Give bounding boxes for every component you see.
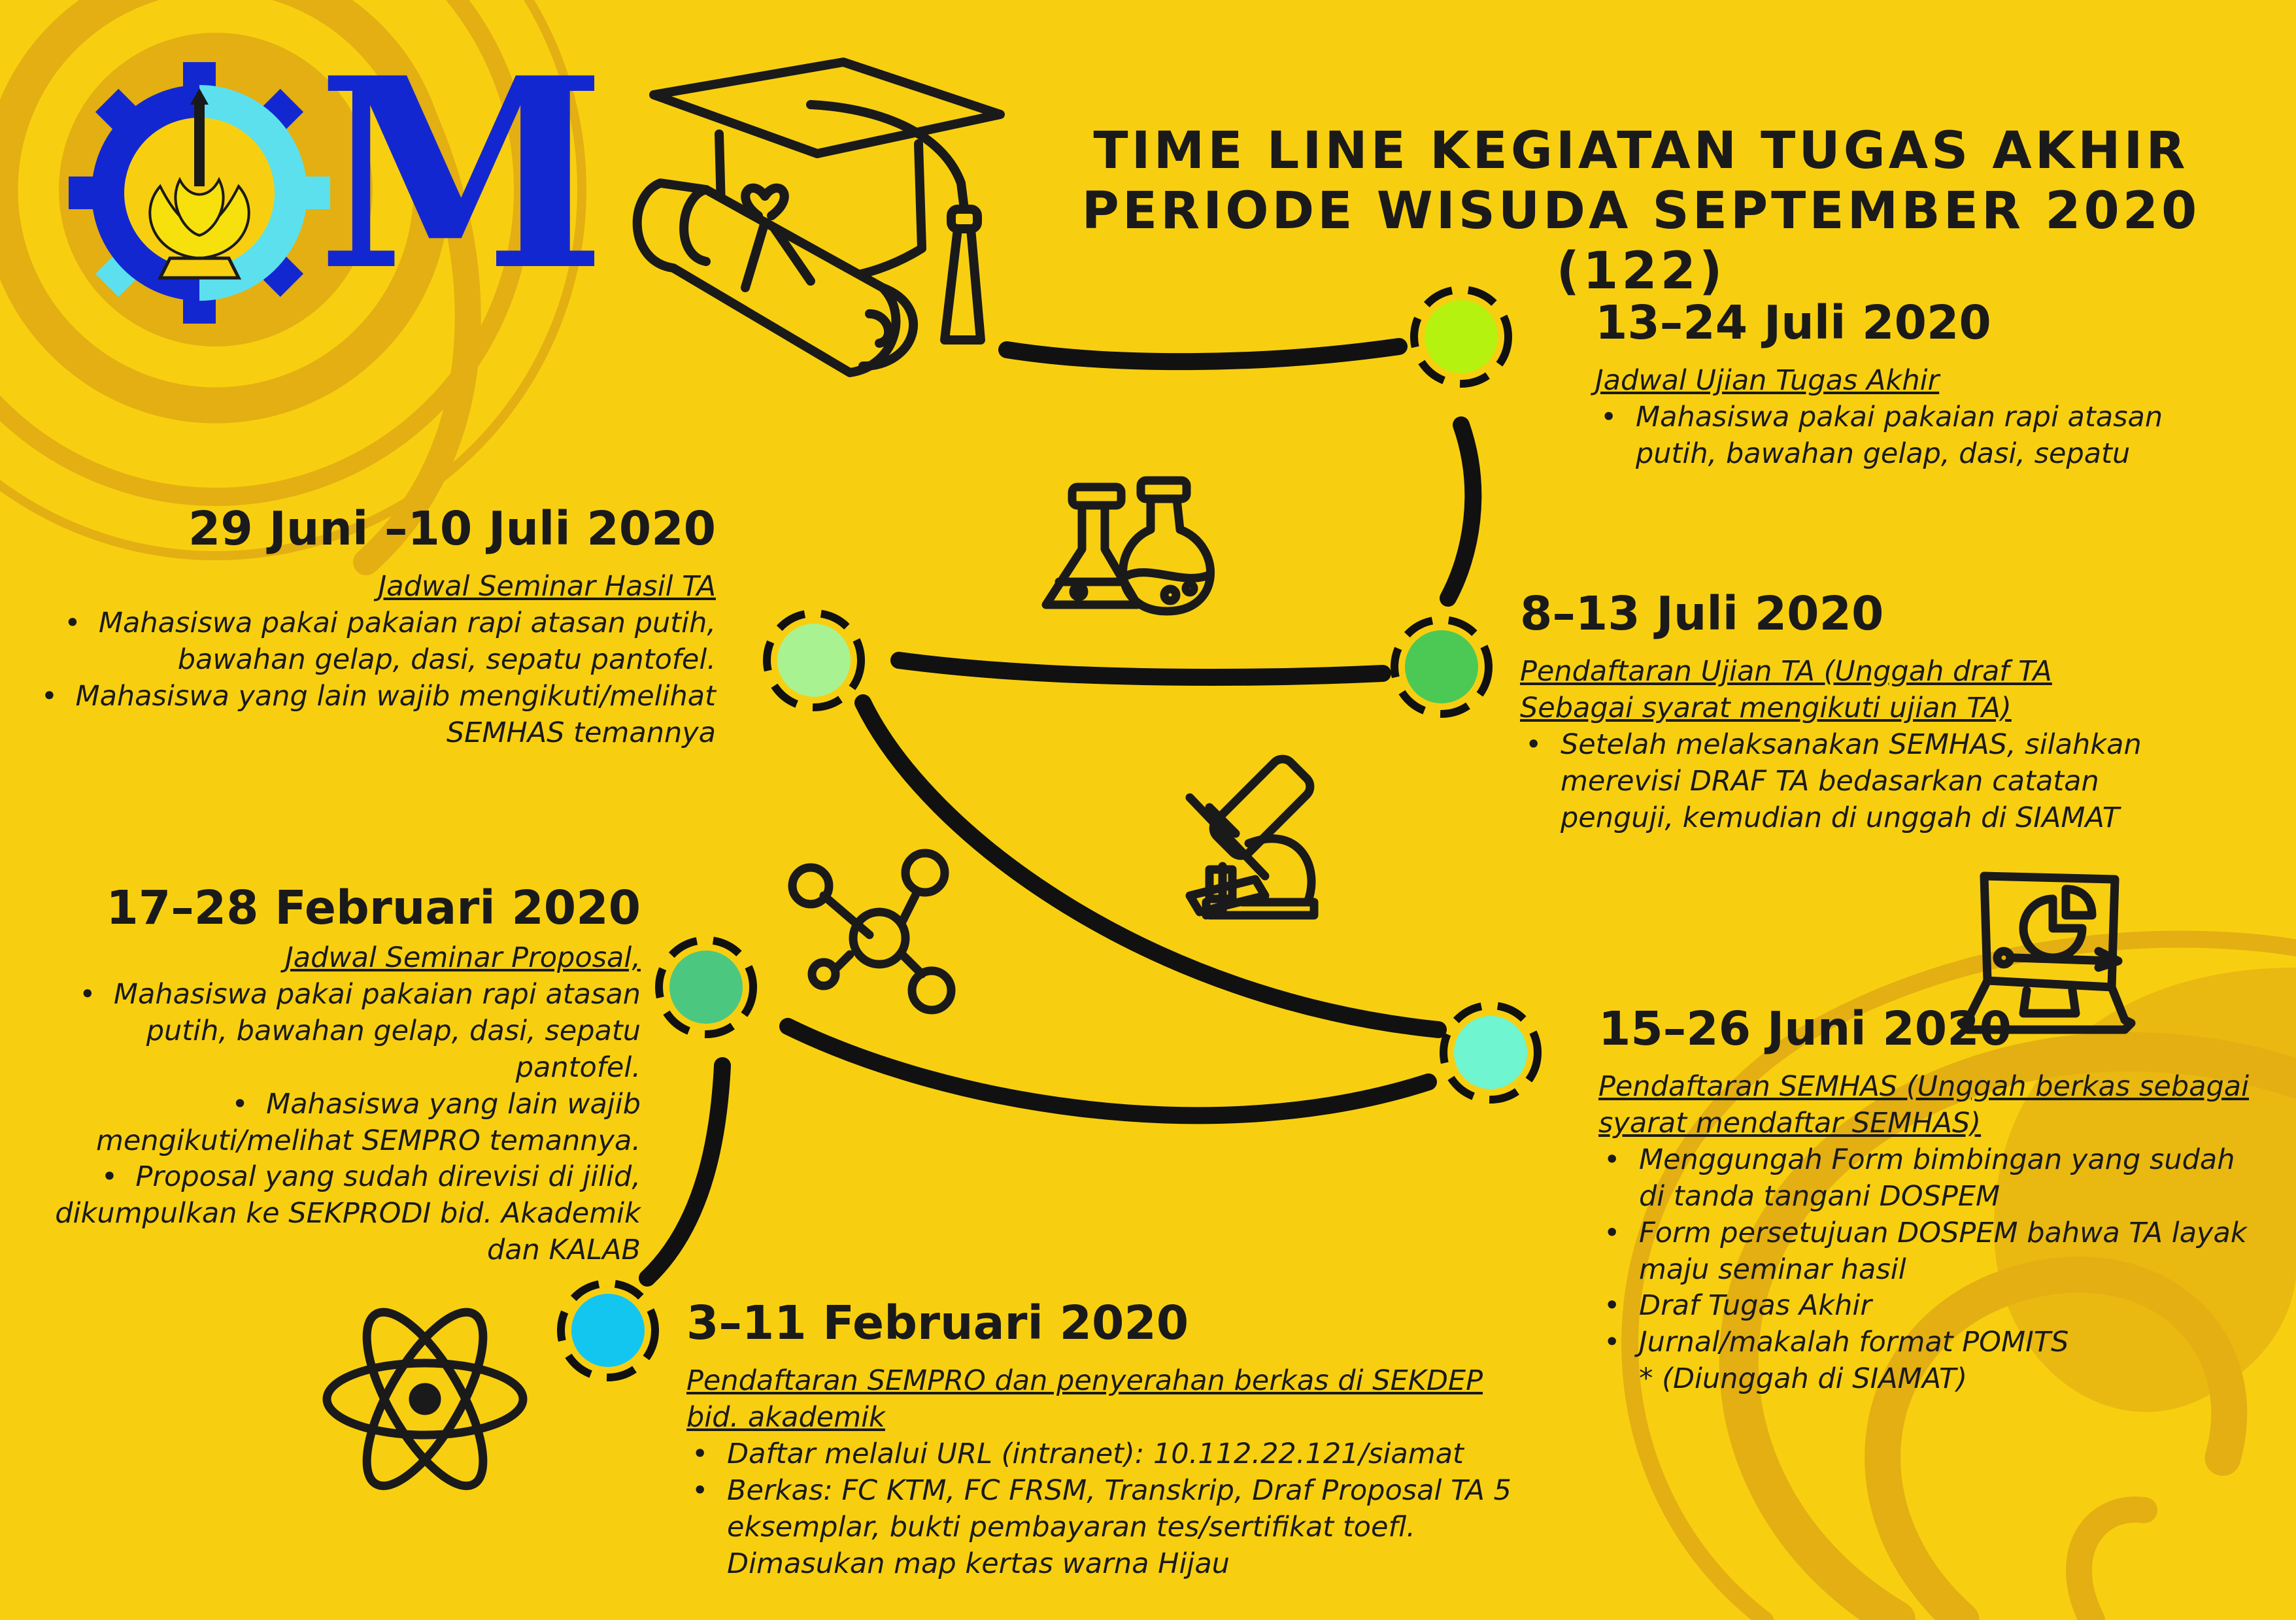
event-5-list bbox=[1598, 1142, 2265, 1361]
event-2-list bbox=[39, 605, 716, 752]
event-5-note: * (Diunggah di SIAMAT) bbox=[1639, 1362, 1968, 1396]
molecule-icon bbox=[792, 853, 951, 1010]
event-5-heading: Pendaftaran SEMHAS (Unggah berkas sebagai syarat mendaftar SEMHAS) bbox=[1598, 1070, 2250, 1139]
title-line-1: TIME LINE KEGIATAN TUGAS AKHIR bbox=[1093, 122, 2189, 180]
event-4-list bbox=[39, 977, 641, 1269]
event-5-item: • Form persetujuan DOSPEM bahwa TA layak maju seminar hasil bbox=[1598, 1215, 2265, 1289]
event-3-heading: Pendaftaran Ujian TA (Unggah draf TA Sebagai syarat mengikuti ujian TA) bbox=[1520, 655, 2052, 724]
m-logo: M bbox=[317, 21, 607, 328]
event-2-date: 29 Juni –10 Juli 2020 bbox=[188, 501, 716, 556]
event-1-date: 13–24 Juli 2020 bbox=[1595, 295, 1991, 350]
event-6 bbox=[686, 1298, 1549, 1582]
event-1-heading: Jadwal Ujian Tugas Akhir bbox=[1595, 364, 1940, 397]
event-6-item: • Daftar melalui URL (intranet): 10.112.22.121/siamat bbox=[686, 1436, 1549, 1473]
event-6-heading: Pendaftaran SEMPRO dan penyerahan berkas di SEKDEP bid. akademik bbox=[686, 1364, 1483, 1434]
event-5-item: • Menggungah Form bimbingan yang sudah di tanda tangani DOSPEM bbox=[1598, 1142, 2265, 1215]
event-2 bbox=[39, 503, 716, 752]
event-5 bbox=[1598, 1004, 2265, 1398]
diploma-scroll-icon bbox=[637, 183, 913, 373]
its-logo-icon bbox=[69, 62, 330, 324]
event-4-date: 17–28 Februari 2020 bbox=[106, 881, 641, 935]
timeline-dot-1 bbox=[1414, 290, 1508, 384]
timeline-path bbox=[647, 346, 1473, 1278]
event-4-item: • Proposal yang sudah direvisi di jilid, dikumpulkan ke SEKPRODI bid. Akademik dan KALAB bbox=[39, 1159, 641, 1269]
event-5-item: • Jurnal/makalah format POMITS bbox=[1598, 1325, 2265, 1361]
timeline-dot-3 bbox=[1394, 620, 1489, 714]
event-2-heading: Jadwal Seminar Hasil TA bbox=[378, 570, 716, 603]
event-3-list bbox=[1520, 727, 2174, 837]
poster-title bbox=[1026, 121, 2255, 301]
event-4-heading: Jadwal Seminar Proposal, bbox=[285, 941, 641, 975]
event-1 bbox=[1595, 297, 2216, 473]
event-6-date: 3–11 Februari 2020 bbox=[686, 1296, 1189, 1350]
event-4-item: • Mahasiswa yang lain wajib mengikuti/melihat SEMPRO temannya. bbox=[39, 1087, 641, 1160]
event-3-item: • Setelah melaksanakan SEMHAS, silahkan merevisi DRAF TA bedasarkan catatan penguji, kemudian di unggah di SIAMAT bbox=[1520, 727, 2174, 837]
event-4 bbox=[39, 883, 641, 1269]
timeline-dot-6 bbox=[561, 1283, 655, 1377]
event-4-item: • Mahasiswa pakai pakaian rapi atasan putih, bawahan gelap, dasi, sepatu pantofel. bbox=[39, 977, 641, 1087]
timeline-dot-5 bbox=[1443, 1005, 1538, 1100]
event-1-item: • Mahasiswa pakai pakaian rapi atasan putih, bawahan gelap, dasi, sepatu bbox=[1595, 399, 2216, 473]
timeline-dot-2 bbox=[767, 613, 861, 707]
event-2-item: • Mahasiswa pakai pakaian rapi atasan putih, bawahan gelap, dasi, sepatu pantofel. bbox=[39, 605, 716, 679]
flasks-icon bbox=[1046, 481, 1211, 611]
microscope-icon bbox=[1190, 754, 1315, 915]
event-3 bbox=[1520, 588, 2174, 837]
event-5-item: • Draf Tugas Akhir bbox=[1598, 1288, 2265, 1325]
event-3-date: 8–13 Juli 2020 bbox=[1520, 586, 1884, 641]
event-1-list bbox=[1595, 399, 2216, 473]
event-6-item: • Berkas: FC KTM, FC FRSM, Transkrip, Draf Proposal TA 5 eksemplar, bukti pembayaran tes/sertifikat toefl. Dimasukan map kertas warna Hijau bbox=[686, 1473, 1549, 1583]
title-line-2: PERIODE WISUDA SEPTEMBER 2020 (122) bbox=[1081, 182, 2201, 301]
timeline-dot-4 bbox=[659, 940, 753, 1034]
event-5-date: 15–26 Juni 2020 bbox=[1598, 1002, 2012, 1056]
event-2-item: • Mahasiswa yang lain wajib mengikuti/melihat SEMHAS temannya bbox=[39, 679, 716, 752]
atom-icon bbox=[327, 1296, 523, 1502]
event-6-list bbox=[686, 1436, 1549, 1583]
